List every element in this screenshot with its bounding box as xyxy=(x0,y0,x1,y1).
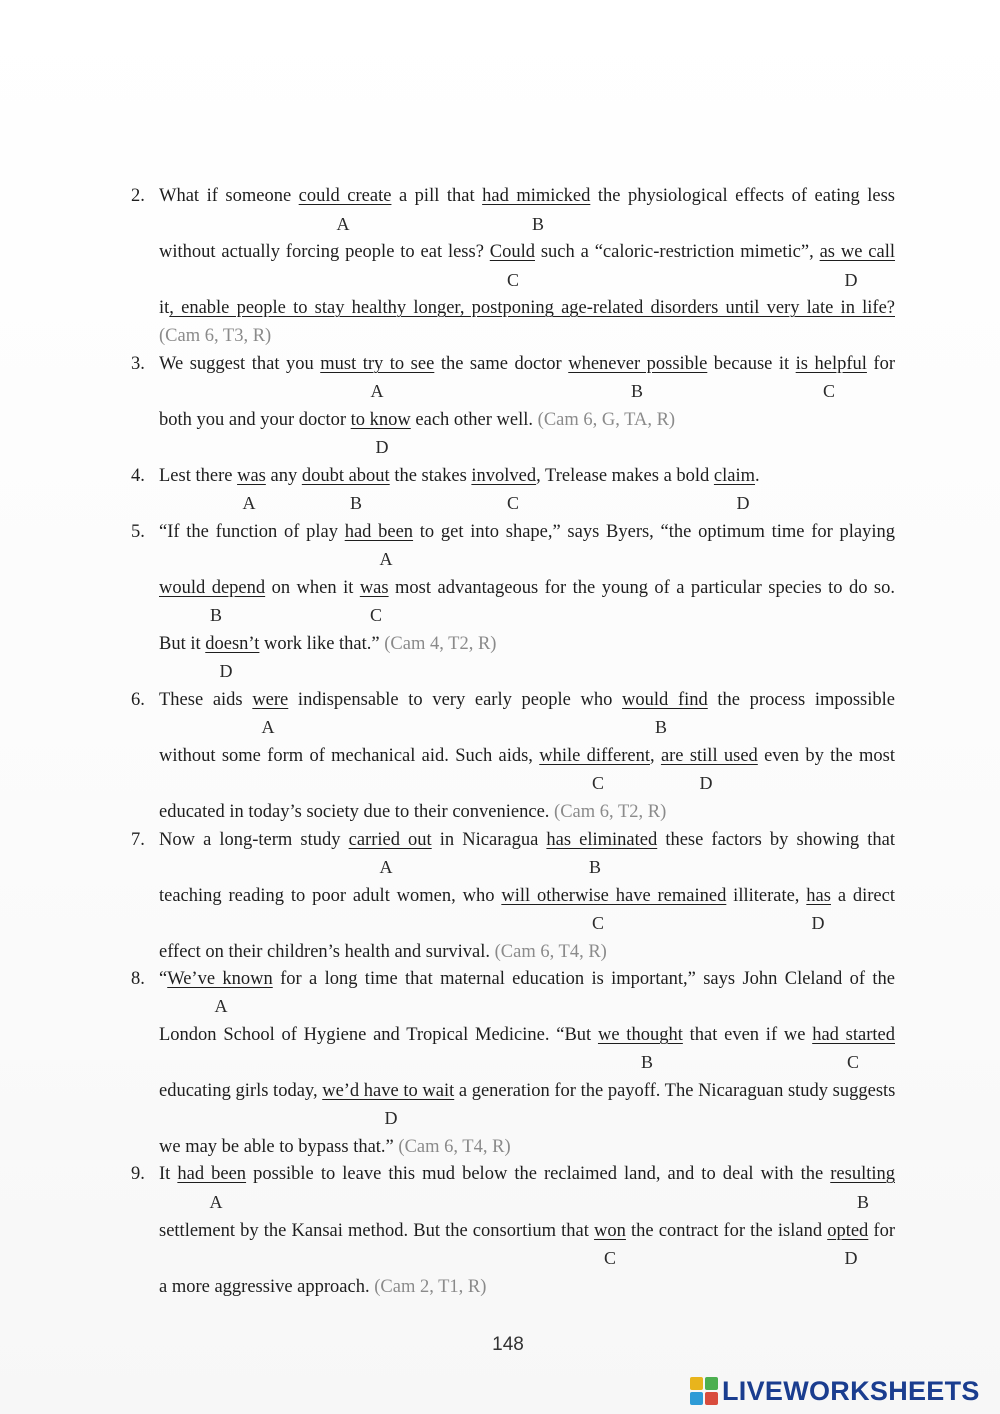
option-label: D xyxy=(384,1108,398,1128)
source-citation: (Cam 2, T1, R) xyxy=(374,1277,487,1297)
underlined-option: won xyxy=(594,1221,626,1241)
plain-text: the process impossible xyxy=(707,690,895,710)
question-text-line xyxy=(159,241,895,263)
underlined-option: were xyxy=(252,690,289,710)
question-number: 5. xyxy=(131,522,145,542)
option-label: B xyxy=(349,493,362,513)
question-text-line xyxy=(159,521,895,543)
brand-logo[interactable] xyxy=(690,1374,980,1408)
underlined-option: will otherwise have remained xyxy=(501,886,727,906)
question-text-line xyxy=(159,968,895,990)
question-text-line xyxy=(159,941,607,963)
plain-text: settlement by the Kansai method. But the consortium that xyxy=(159,1221,595,1241)
plain-text: educating girls today, xyxy=(159,1081,323,1101)
source-citation: (Cam 6, T4, R) xyxy=(494,942,607,962)
option-label: A xyxy=(379,857,393,877)
plain-text: We suggest that you xyxy=(159,354,321,374)
plain-text: a pill that xyxy=(391,186,483,206)
plain-text: for xyxy=(868,1221,896,1241)
option-label: C xyxy=(603,1248,616,1268)
question-number: 3. xyxy=(131,354,145,374)
plain-text: these factors by showing that xyxy=(657,830,895,850)
plain-text: . xyxy=(755,466,760,486)
question-text-line xyxy=(159,1163,895,1185)
plain-text: What if someone xyxy=(159,186,299,206)
option-label: A xyxy=(370,381,384,401)
plain-text: for a long time that maternal education is important,” says John Cleland of the xyxy=(272,969,895,989)
plain-text: It xyxy=(159,1164,178,1184)
option-label: C xyxy=(846,1052,859,1072)
plain-text: we may be able to bypass that.” xyxy=(159,1137,399,1157)
option-label: D xyxy=(844,1248,858,1268)
plain-text: But it xyxy=(159,634,206,654)
plain-text: indispensable to very early people who xyxy=(288,690,623,710)
plain-text: These aids xyxy=(159,690,253,710)
plain-text: it xyxy=(159,298,170,318)
option-label: D xyxy=(811,913,825,933)
option-label: C xyxy=(591,913,604,933)
underlined-option: as we call xyxy=(819,242,896,262)
underlined-option: We’ve known xyxy=(167,969,273,989)
question-text-line xyxy=(159,801,666,823)
underlined-option: had been xyxy=(344,522,414,542)
question-text-line xyxy=(159,1220,895,1242)
plain-text: possible to leave this mud below the reclaimed land, and to deal with the xyxy=(246,1164,831,1184)
option-label: A xyxy=(209,1192,223,1212)
option-label: C xyxy=(822,381,835,401)
plain-text: , xyxy=(650,746,661,766)
plain-text: the same doctor xyxy=(434,354,569,374)
plain-text: even by the most xyxy=(757,746,895,766)
page-number: 148 xyxy=(492,1334,524,1355)
underlined-option: , enable people to stay healthy longer, postponing age-related disorders until very late in life? xyxy=(169,298,895,318)
underlined-option: doesn’t xyxy=(205,634,260,654)
plain-text: that even if we xyxy=(682,1025,813,1045)
option-label: B xyxy=(654,717,667,737)
question-text-line xyxy=(159,885,895,907)
option-label: A xyxy=(336,214,350,234)
option-label: B xyxy=(531,214,544,234)
plain-text: teaching reading to poor adult women, who xyxy=(159,886,502,906)
plain-text: Lest there xyxy=(159,466,238,486)
question-text-line xyxy=(159,829,895,851)
question-text-line xyxy=(159,577,895,599)
underlined-option: claim xyxy=(713,466,756,486)
question-text-line xyxy=(159,409,675,431)
plain-text: for xyxy=(866,354,896,374)
option-label: B xyxy=(640,1052,653,1072)
question-number: 7. xyxy=(131,830,145,850)
plain-text: most advantageous for the young of a particular species to do so. xyxy=(388,578,895,598)
plain-text: illiterate, xyxy=(726,886,807,906)
option-label: C xyxy=(369,605,382,625)
plain-text: Now a long-term study xyxy=(159,830,349,850)
question-text-line xyxy=(159,297,895,319)
question-text-line xyxy=(159,689,895,711)
option-label: C xyxy=(591,773,604,793)
plain-text: on when it xyxy=(265,578,360,598)
underlined-option: we thought xyxy=(597,1025,683,1045)
plain-text: in Nicaragua xyxy=(431,830,547,850)
plain-text: a direct xyxy=(830,886,895,906)
underlined-option: could create xyxy=(298,186,392,206)
underlined-option: would find xyxy=(622,690,708,710)
underlined-option: has eliminated xyxy=(546,830,658,850)
plain-text: effect on their children’s health and survival. xyxy=(159,942,495,962)
question-text-line xyxy=(159,1276,486,1298)
plain-text: without actually forcing people to eat less? xyxy=(159,242,490,262)
question-text-line xyxy=(159,633,496,655)
question-number: 9. xyxy=(131,1164,145,1184)
source-citation: (Cam 6, T3, R) xyxy=(159,326,272,346)
underlined-option: had started xyxy=(812,1025,895,1045)
plain-text: the stakes xyxy=(389,466,472,486)
option-label: A xyxy=(379,549,393,569)
plain-text: to get into shape,” says Byers, “the optimum time for playing xyxy=(413,522,895,542)
plain-text: educated in today’s society due to their convenience. xyxy=(159,802,555,822)
option-label: D xyxy=(844,270,858,290)
plain-text: a generation for the payoff. The Nicaraguan study suggests xyxy=(454,1081,896,1101)
option-label: C xyxy=(506,493,519,513)
brand-name: LIVEWORKSHEETS xyxy=(722,1375,980,1406)
question-text-line xyxy=(159,1024,895,1046)
plain-text: each other well. xyxy=(410,410,538,430)
option-label: B xyxy=(588,857,601,877)
underlined-option: had mimicked xyxy=(482,186,591,206)
question-number: 6. xyxy=(131,690,145,710)
underlined-option: doubt about xyxy=(301,466,390,486)
underlined-option: while different xyxy=(539,746,650,766)
plain-text: any xyxy=(265,466,302,486)
liveworksheets-logo-icon xyxy=(690,1377,718,1405)
underlined-option: was xyxy=(359,578,389,598)
plain-text: a more aggressive approach. xyxy=(159,1277,375,1297)
option-label: B xyxy=(856,1192,869,1212)
option-label: A xyxy=(242,493,256,513)
option-label: B xyxy=(209,605,222,625)
plain-text: “If the function of play xyxy=(159,522,345,542)
plain-text: without some form of mechanical aid. Such aids, xyxy=(159,746,540,766)
question-text-line xyxy=(159,1080,895,1102)
underlined-option: involved xyxy=(471,466,537,486)
option-label: D xyxy=(736,493,750,513)
question-text-line xyxy=(159,1136,511,1158)
underlined-option: opted xyxy=(827,1221,869,1241)
question-number: 8. xyxy=(131,969,145,989)
question-text-line xyxy=(159,465,760,487)
underlined-option: had been xyxy=(177,1164,247,1184)
underlined-option: to know xyxy=(350,410,411,430)
source-citation: (Cam 6, T2, R) xyxy=(554,802,667,822)
underlined-option: whenever possible xyxy=(568,354,708,374)
plain-text: the contract for the island xyxy=(625,1221,828,1241)
plain-text: because it xyxy=(707,354,796,374)
underlined-option: must try to see xyxy=(320,354,435,374)
plain-text: “ xyxy=(159,969,168,989)
underlined-option: has xyxy=(806,886,831,906)
option-label: D xyxy=(375,437,389,457)
underlined-option: would depend xyxy=(159,578,266,598)
plain-text: such a “caloric-restriction mimetic”, xyxy=(535,242,820,262)
underlined-option: carried out xyxy=(348,830,432,850)
option-label: D xyxy=(699,773,713,793)
plain-text: the physiological effects of eating less xyxy=(590,186,896,206)
question-text-line xyxy=(159,353,895,375)
source-citation: (Cam 4, T2, R) xyxy=(384,634,497,654)
option-label: C xyxy=(506,270,519,290)
option-label: D xyxy=(219,661,233,681)
underlined-option: Could xyxy=(489,242,535,262)
plain-text: both you and your doctor xyxy=(159,410,351,430)
question-number: 4. xyxy=(131,466,145,486)
underlined-option: are still used xyxy=(660,746,758,766)
plain-text: work like that.” xyxy=(259,634,385,654)
source-citation: (Cam 6, G, TA, R) xyxy=(537,410,676,430)
question-text-line xyxy=(159,745,895,767)
option-label: A xyxy=(214,996,228,1016)
underlined-option: resulting xyxy=(830,1164,895,1184)
option-label: A xyxy=(261,717,275,737)
option-label: B xyxy=(630,381,643,401)
plain-text: London School of Hygiene and Tropical Medicine. “But xyxy=(159,1025,598,1045)
plain-text: , Trelease makes a bold xyxy=(536,466,714,486)
underlined-option: is helpful xyxy=(795,354,867,374)
question-number: 2. xyxy=(131,186,145,206)
underlined-option: we’d have to wait xyxy=(322,1081,455,1101)
source-citation: (Cam 6, T4, R) xyxy=(398,1137,511,1157)
underlined-option: was xyxy=(237,466,266,486)
question-text-line xyxy=(159,185,895,207)
